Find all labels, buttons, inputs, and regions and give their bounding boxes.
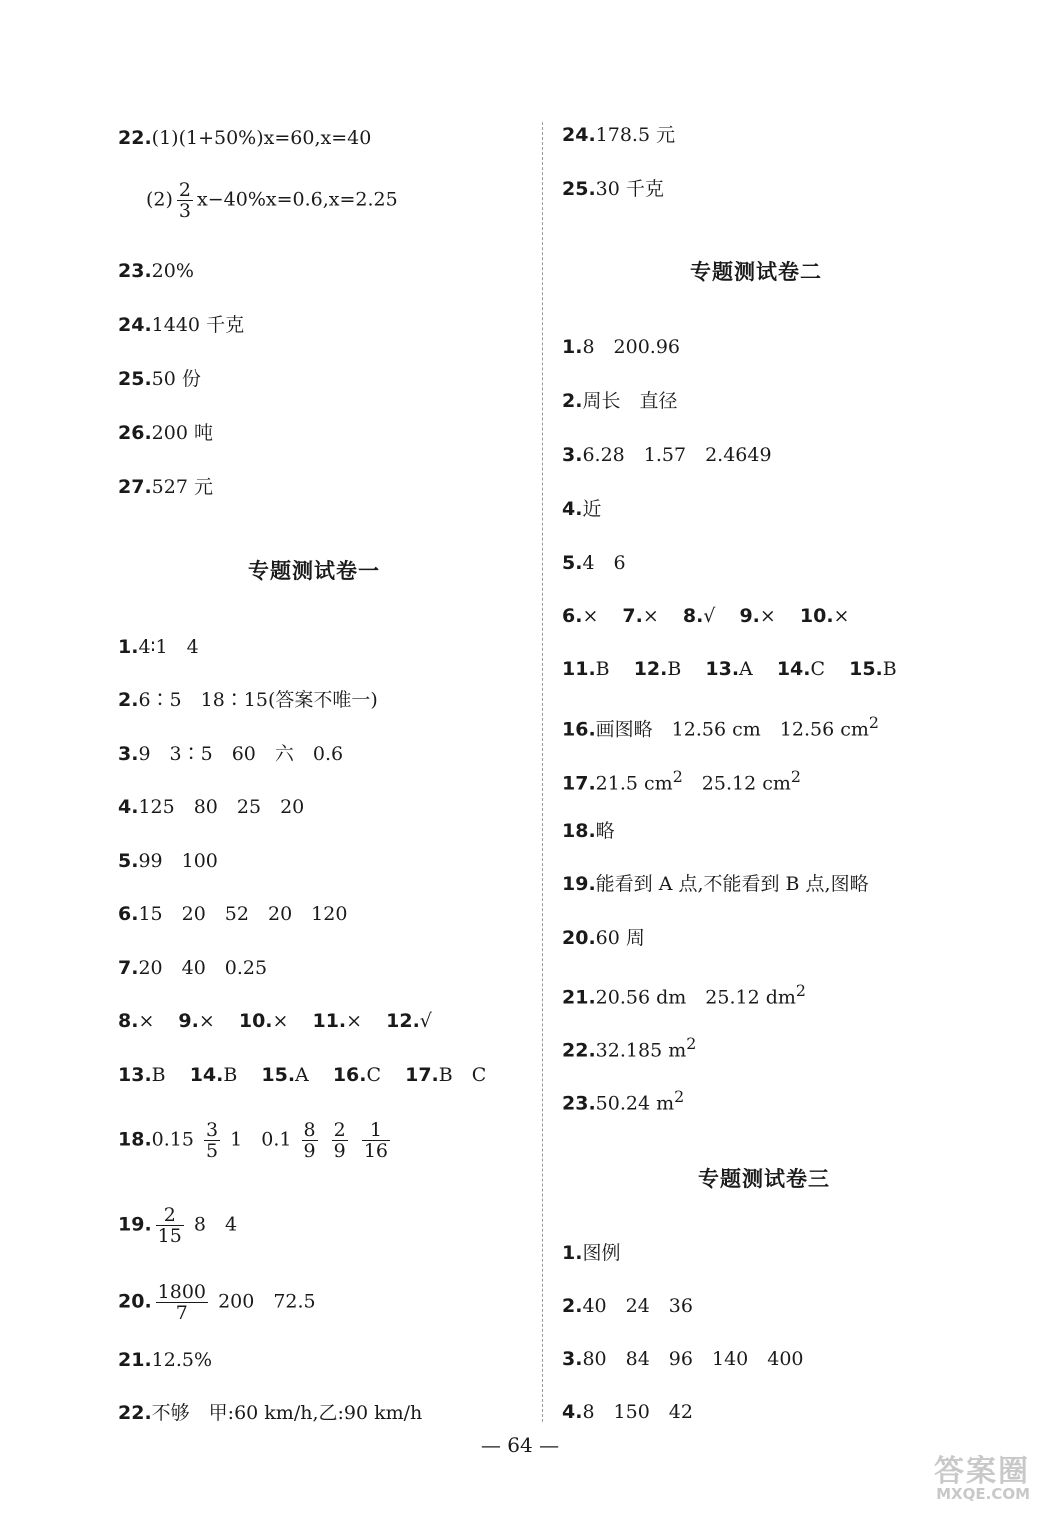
answer-line: 18.0.15 $\frac{3}{5}$ 1 0.1 $\frac{8}{9}$ $\frac{2}{9}$ $\frac{1}{16}$ <box>118 1119 388 1162</box>
section-heading: 专题测试卷二 <box>690 260 822 284</box>
answer-line: (2) $\frac{2}{3}$ x−40%x=0.6,x=2.25 <box>146 179 398 222</box>
answer-line: 7.20 40 0.25 <box>118 957 268 979</box>
answer-line: 6.15 20 52 20 120 <box>118 903 348 925</box>
answer-line: 11.B 12.B 13.A 14.C 15.B <box>562 658 897 680</box>
answer-line: 3.80 84 96 140 400 <box>562 1348 804 1370</box>
fraction: $\frac{2}{9}$ <box>333 1119 346 1162</box>
answer-line: 4.125 80 25 20 <box>118 796 305 818</box>
page-number: — 64 — <box>480 1433 560 1457</box>
answer-line: 13.B 14.B 15.A 16.C 17.B C <box>118 1064 487 1086</box>
answer-line: 16.画图略 12.56 cm 12.56 $cm^2$ <box>562 713 879 741</box>
answer-line: 22.32.185 $m^2$ <box>562 1034 697 1062</box>
answer-line: 2.周长 直径 <box>562 390 678 412</box>
watermark <box>880 1454 1030 1521</box>
answer-line: 18.略 <box>562 820 615 842</box>
answer-line: 19. $\frac{2}{15}$ 8 4 <box>118 1204 238 1247</box>
answer-line: 1.图例 <box>562 1242 621 1264</box>
answer-line: 22.(1)(1+50%)x=60,x=40 <box>118 127 372 149</box>
answer-line: 26.200 吨 <box>118 422 213 444</box>
answer-line: 24.178.5 元 <box>562 124 676 146</box>
answer-line: 3.9 3∶5 60 六 0.6 <box>118 743 344 765</box>
answer-line: 1.8 200.96 <box>562 336 681 358</box>
section-heading: 专题测试卷一 <box>248 559 380 583</box>
answer-line: 5.99 100 <box>118 850 218 872</box>
answer-line: 20.60 周 <box>562 927 645 949</box>
answer-line: 3.6.28 1.57 2.4649 <box>562 444 772 466</box>
answer-line: 23.50.24 $m^2$ <box>562 1087 685 1115</box>
answer-line: 17.21.5 $cm^2$ 25.12 $cm^2$ <box>562 767 801 795</box>
answer-line: 2.40 24 36 <box>562 1295 693 1317</box>
answer-line: 25.50 份 <box>118 368 201 390</box>
fraction: $\frac{1}{16}$ <box>363 1119 388 1162</box>
fraction: $\frac{8}{9}$ <box>303 1119 316 1162</box>
answer-line: 24.1440 千克 <box>118 314 245 336</box>
fraction: $\frac{2}{3}$ <box>178 179 192 222</box>
answer-line: 6.× 7.× 8.√ 9.× 10.× <box>562 605 850 627</box>
answer-line: 4.8 150 42 <box>562 1401 693 1423</box>
section-heading: 专题测试卷三 <box>698 1167 830 1191</box>
watermark-url: MXQE.COM <box>936 1485 1030 1503</box>
watermark-logo: 答案圈 <box>934 1454 1030 1489</box>
column-divider <box>542 122 543 1422</box>
answer-line: 8.× 9.× 10.× 11.× 12.√ <box>118 1010 432 1032</box>
answer-line: 21.20.56 dm 25.12 $dm^2$ <box>562 981 806 1009</box>
answer-line: 19.能看到 A 点,不能看到 B 点,图略 <box>562 873 869 895</box>
fraction: $\frac{3}{5}$ <box>206 1119 219 1162</box>
answer-line: 5.4 6 <box>562 552 626 574</box>
answer-line: 4.近 <box>562 498 602 520</box>
answer-line: 2.6∶5 18∶15(答案不唯一) <box>118 689 378 711</box>
answer-line: 25.30 千克 <box>562 178 664 200</box>
fraction: $\frac{2}{15}$ <box>157 1204 182 1247</box>
answer-line: 22.不够 甲:60 km/h,乙:90 km/h <box>118 1402 423 1424</box>
answer-line: 1.4∶1 4 <box>118 636 199 658</box>
answer-line: 20. $\frac{1800}{7}$ 200 72.5 <box>118 1281 316 1324</box>
answer-line: 21.12.5% <box>118 1349 213 1371</box>
fraction: $\frac{1800}{7}$ <box>157 1281 207 1324</box>
answer-line: 27.527 元 <box>118 476 213 498</box>
answer-line: 23.20% <box>118 260 194 282</box>
